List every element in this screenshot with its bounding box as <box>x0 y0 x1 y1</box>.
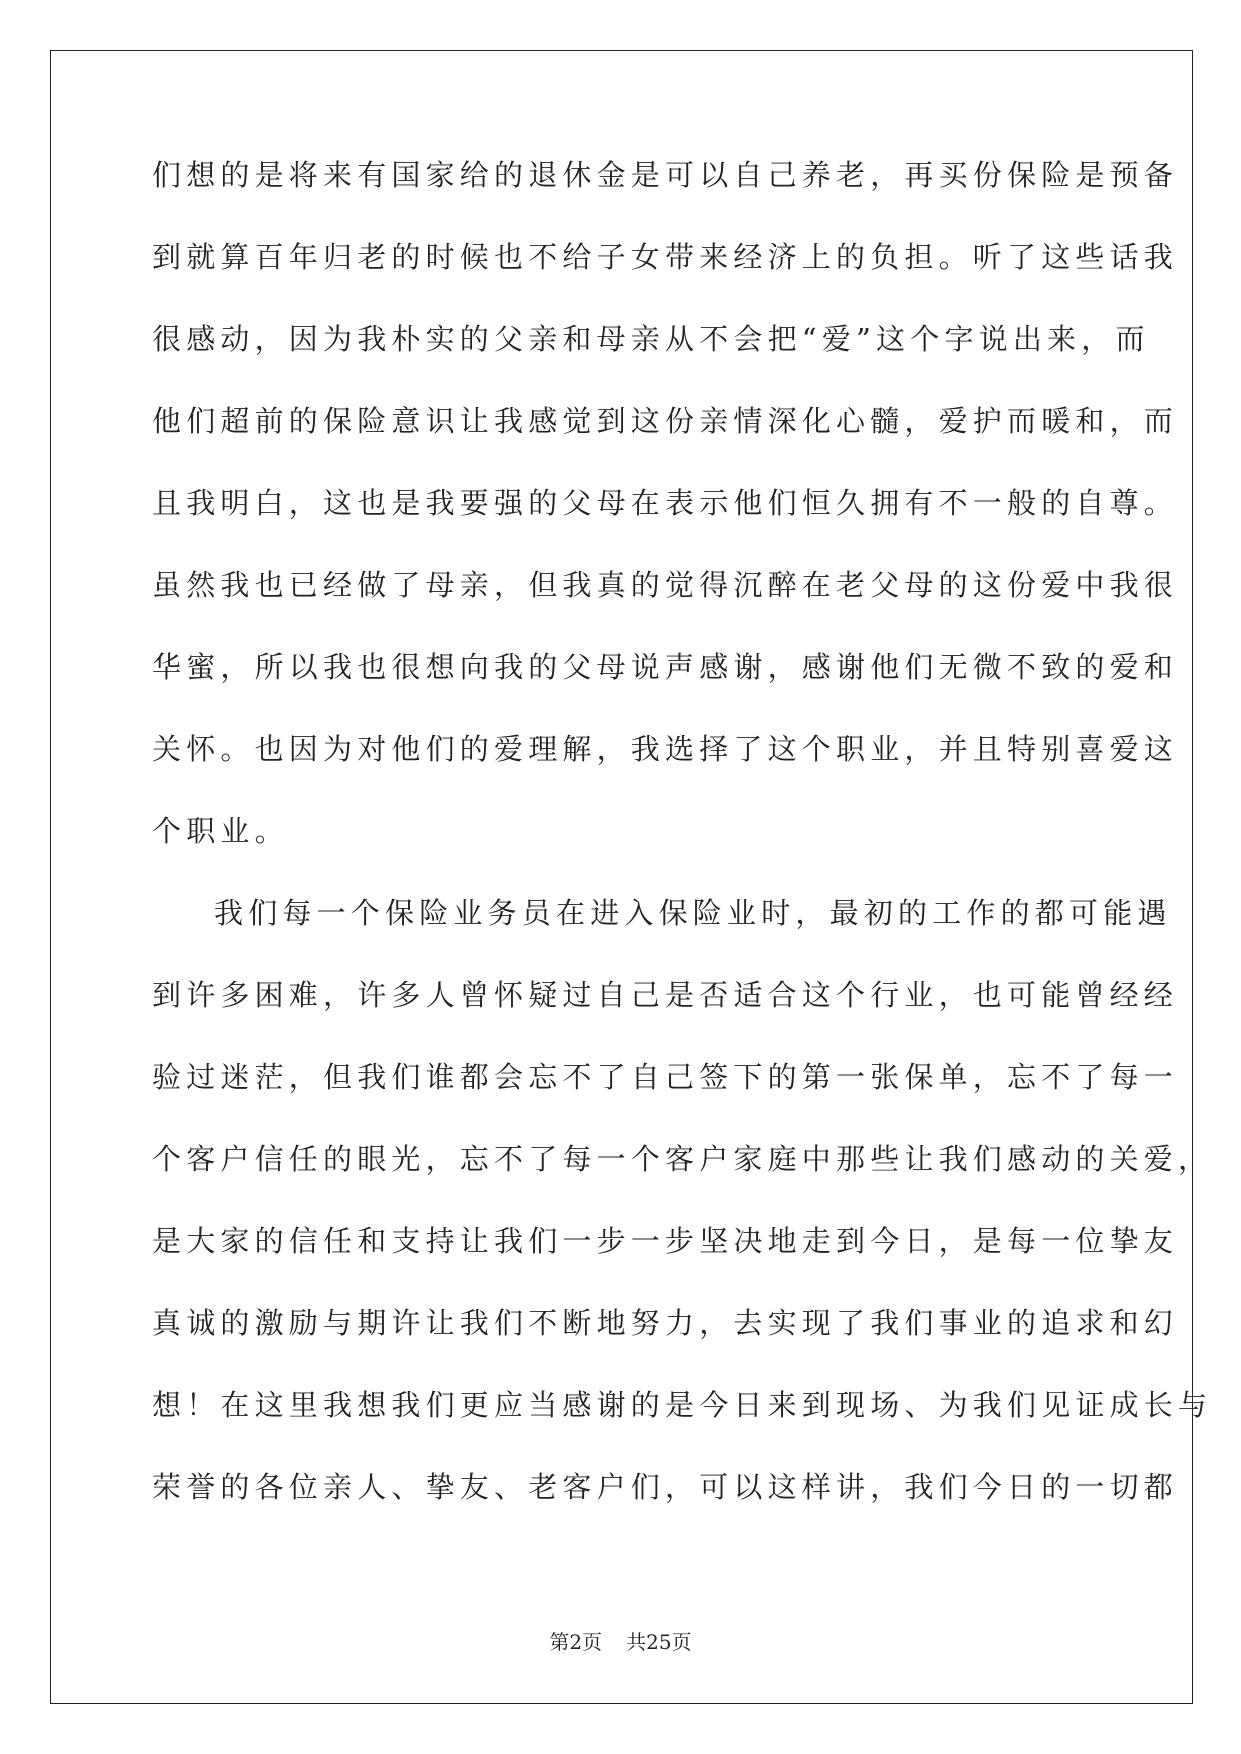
text-line: 想！在这里我想我们更应当感谢的是今日来到现场、为我们见证成长与 <box>152 1388 1213 1422</box>
text-line: 到许多困难，许多人曾怀疑过自己是否适合这个行业，也可能曾经经 <box>152 978 1179 1012</box>
text-line: 到就算百年归老的时候也不给子女带来经济上的负担。听了这些话我 <box>152 240 1179 274</box>
text-line: 们想的是将来有国家给的退休金是可以自己养老，再买份保险是预备 <box>152 158 1179 192</box>
text-line: 个客户信任的眼光，忘不了每一个客户家庭中那些让我们感动的关爱， <box>152 1142 1213 1176</box>
document-body <box>152 158 1213 1552</box>
text-line: 且我明白，这也是我要强的父母在表示他们恒久拥有不一般的自尊。 <box>152 486 1179 520</box>
text-line: 真诚的激励与期许让我们不断地努力，去实现了我们事业的追求和幻 <box>152 1306 1179 1340</box>
page-total: 共25页 <box>626 1630 692 1654</box>
text-line: 个职业。 <box>152 814 289 848</box>
text-line: 他们超前的保险意识让我感觉到这份亲情深化心髓，爱护而暖和，而 <box>152 404 1179 438</box>
text-line: 虽然我也已经做了母亲，但我真的觉得沉醉在老父母的这份爱中我很 <box>152 568 1179 602</box>
text-line: 荣誉的各位亲人、挚友、老客户们，可以这样讲，我们今日的一切都 <box>152 1470 1179 1504</box>
text-line: 很感动，因为我朴实的父亲和母亲从不会把“爱”这个字说出来，而 <box>152 322 1150 356</box>
page-footer <box>0 1626 1241 1655</box>
text-line: 验过迷茫，但我们谁都会忘不了自己签下的第一张保单，忘不了每一 <box>152 1060 1179 1094</box>
page-number: 第2页 <box>549 1630 603 1654</box>
text-line: 关怀。也因为对他们的爱理解，我选择了这个职业，并且特别喜爱这 <box>152 732 1179 766</box>
paragraph-first-line: 我们每一个保险业务员在进入保险业时，最初的工作的都可能遇 <box>214 896 1172 930</box>
text-line: 华蜜，所以我也很想向我的父母说声感谢，感谢他们无微不致的爱和 <box>152 650 1179 684</box>
text-line: 是大家的信任和支持让我们一步一步坚决地走到今日，是每一位挚友 <box>152 1224 1179 1258</box>
